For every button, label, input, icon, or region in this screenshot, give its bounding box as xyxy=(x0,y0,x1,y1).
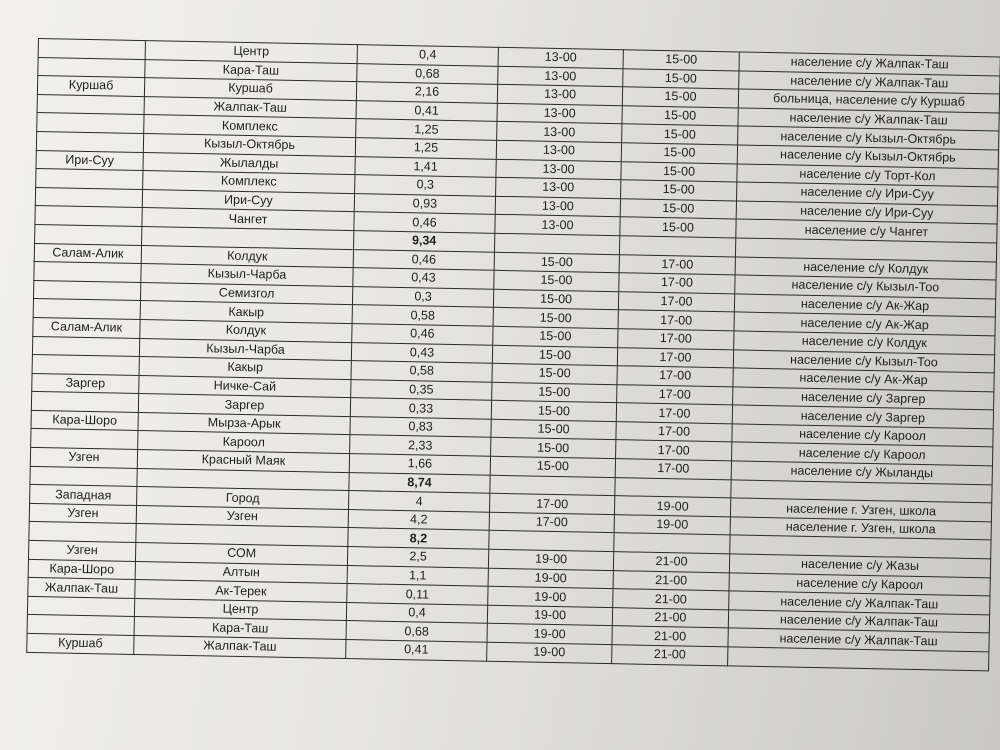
feeder-cell: Колдук xyxy=(141,245,353,268)
consumers-cell: население с/у Жалпак-Таш xyxy=(739,52,1000,76)
substation-cell: Салам-Алик xyxy=(33,317,140,338)
substation-cell xyxy=(27,596,134,617)
feeder-cell: Куршаб xyxy=(144,78,356,101)
start-time-cell: 15-00 xyxy=(492,345,617,366)
substation-cell xyxy=(37,94,144,115)
consumers-cell: население с/у Ири-Суу xyxy=(737,182,998,206)
load-cell: 1,25 xyxy=(355,138,496,159)
start-time-cell: 15-00 xyxy=(493,326,618,347)
end-time-cell: 17-00 xyxy=(618,329,734,350)
consumers-cell: население с/у Заргер xyxy=(732,405,993,429)
load-cell: 2,5 xyxy=(347,547,488,568)
start-time-cell: 15-00 xyxy=(492,363,617,384)
substation-cell xyxy=(30,466,137,487)
feeder-cell: Кара-Таш xyxy=(145,59,357,82)
feeder-cell: Кароол xyxy=(138,431,350,454)
substation-cell xyxy=(29,522,136,543)
substation-cell: Кара-Шоро xyxy=(28,559,135,580)
end-time-cell: 15-00 xyxy=(620,217,736,238)
consumers-cell: население с/у Ак-Жар xyxy=(733,368,994,392)
start-time-cell xyxy=(489,531,614,552)
start-time-cell: 15-00 xyxy=(491,438,616,459)
consumers-cell: население с/у Ак-Жар xyxy=(734,294,995,318)
substation-cell: Узген xyxy=(28,540,135,561)
end-time-cell: 21-00 xyxy=(612,645,728,666)
start-time-cell: 15-00 xyxy=(491,419,616,440)
substation-cell xyxy=(27,615,134,636)
substation-cell: Жалпак-Таш xyxy=(28,578,135,599)
substation-cell xyxy=(36,169,143,190)
start-time-cell: 15-00 xyxy=(493,289,618,310)
start-time-cell: 13-00 xyxy=(495,196,620,217)
feeder-cell: Жылалды xyxy=(143,152,355,175)
end-time-cell: 17-00 xyxy=(617,366,733,387)
start-time-cell: 15-00 xyxy=(490,456,615,477)
load-cell: 0,46 xyxy=(352,323,493,344)
load-cell: 0,41 xyxy=(346,640,487,661)
feeder-cell: Какыр xyxy=(140,301,352,324)
end-time-cell: 15-00 xyxy=(622,106,738,127)
consumers-cell: население с/у Кызыл-Октябрь xyxy=(738,126,999,150)
feeder-cell: Красный Маяк xyxy=(137,450,349,473)
consumers-cell: население с/у Жалпак-Таш xyxy=(729,591,990,615)
end-time-cell: 15-00 xyxy=(622,87,738,108)
consumers-cell: население с/у Колдук xyxy=(735,256,996,280)
start-time-cell: 19-00 xyxy=(488,549,613,570)
substation-cell xyxy=(36,131,143,152)
start-time-cell: 19-00 xyxy=(488,586,613,607)
substation-cell xyxy=(31,392,138,413)
substation-cell xyxy=(32,355,139,376)
end-time-cell xyxy=(615,477,731,498)
consumers-cell: население с/у Жалпак-Таш xyxy=(739,71,1000,95)
schedule-table-body xyxy=(27,39,1000,671)
consumers-cell: население с/у Кароол xyxy=(732,424,993,448)
start-time-cell: 17-00 xyxy=(489,512,614,533)
load-cell: 0,3 xyxy=(352,286,493,307)
feeder-cell: Жалпак-Таш xyxy=(134,635,346,658)
consumers-cell: население с/у Чангет xyxy=(736,219,997,243)
load-cell: 0,58 xyxy=(352,305,493,326)
consumers-cell xyxy=(728,647,989,671)
end-time-cell: 17-00 xyxy=(618,310,734,331)
end-time-cell: 21-00 xyxy=(613,570,729,591)
feeder-cell: Узген xyxy=(136,505,348,528)
load-cell: 0,41 xyxy=(356,100,497,121)
end-time-cell: 17-00 xyxy=(619,273,735,294)
substation-cell xyxy=(35,187,142,208)
end-time-cell: 21-00 xyxy=(612,607,728,628)
feeder-cell: Ак-Терек xyxy=(135,580,347,603)
start-time-cell: 13-00 xyxy=(496,140,621,161)
feeder-cell: Чангет xyxy=(142,208,354,231)
start-time-cell: 19-00 xyxy=(487,624,612,645)
feeder-cell: Алтын xyxy=(135,561,347,584)
consumers-cell: население с/у Жыланды xyxy=(731,461,992,485)
end-time-cell: 19-00 xyxy=(614,496,730,517)
load-cell: 2,33 xyxy=(350,435,491,456)
substation-cell: Узген xyxy=(30,447,137,468)
consumers-cell: население с/у Жалпак-Таш xyxy=(738,108,999,132)
load-cell: 0,43 xyxy=(351,342,492,363)
substation-cell: Узген xyxy=(29,503,136,524)
end-time-cell: 17-00 xyxy=(619,254,735,275)
load-cell: 1,25 xyxy=(356,119,497,140)
end-time-cell: 15-00 xyxy=(621,143,737,164)
load-cell: 1,66 xyxy=(349,454,490,475)
substation-cell xyxy=(38,39,145,60)
load-cell: 0,4 xyxy=(346,602,487,623)
end-time-cell: 17-00 xyxy=(617,347,733,368)
substation-cell xyxy=(35,206,142,227)
start-time-cell: 13-00 xyxy=(497,122,622,143)
substation-cell: Западная xyxy=(30,485,137,506)
end-time-cell: 15-00 xyxy=(621,161,737,182)
load-cell: 4 xyxy=(349,491,490,512)
substation-cell xyxy=(33,299,140,320)
start-time-cell: 13-00 xyxy=(498,47,623,68)
load-cell: 0,58 xyxy=(351,361,492,382)
subtotal-load-cell: 9,34 xyxy=(354,231,495,252)
start-time-cell xyxy=(490,475,615,496)
feeder-cell: Заргер xyxy=(138,394,350,417)
start-time-cell: 15-00 xyxy=(494,252,619,273)
substation-cell: Ири-Суу xyxy=(36,150,143,171)
load-cell: 0,3 xyxy=(355,175,496,196)
substation-cell: Заргер xyxy=(32,373,139,394)
consumers-cell: население г. Узген, школа xyxy=(730,498,991,522)
consumers-cell: население с/у Колдук xyxy=(734,331,995,355)
feeder-cell: Ири-Суу xyxy=(142,189,354,212)
load-cell: 0,11 xyxy=(347,584,488,605)
start-time-cell: 15-00 xyxy=(491,401,616,422)
substation-cell xyxy=(37,113,144,134)
feeder-cell: Центр xyxy=(145,41,357,64)
start-time-cell: 19-00 xyxy=(488,568,613,589)
start-time-cell: 19-00 xyxy=(487,605,612,626)
consumers-cell: население с/у Кароол xyxy=(729,572,990,596)
subtotal-load-cell: 8,2 xyxy=(348,528,489,549)
end-time-cell: 17-00 xyxy=(616,403,732,424)
end-time-cell: 21-00 xyxy=(612,626,728,647)
substation-cell xyxy=(34,262,141,283)
load-cell: 1,41 xyxy=(355,156,496,177)
feeder-cell: Комплекс xyxy=(144,115,356,138)
feeder-cell: Кызыл-Октябрь xyxy=(143,134,355,157)
start-time-cell: 13-00 xyxy=(496,177,621,198)
end-time-cell: 15-00 xyxy=(621,180,737,201)
load-cell: 0,4 xyxy=(357,45,498,66)
end-time-cell: 17-00 xyxy=(618,291,734,312)
substation-cell: Куршаб xyxy=(37,76,144,97)
feeder-cell: Город xyxy=(137,487,349,510)
consumers-cell: население с/у Кызыл-Тоо xyxy=(735,275,996,299)
start-time-cell: 15-00 xyxy=(494,270,619,291)
load-cell: 4,2 xyxy=(348,509,489,530)
feeder-cell: Мырза-Арык xyxy=(138,412,350,435)
feeder-cell: Комплекс xyxy=(143,171,355,194)
load-cell: 0,68 xyxy=(346,621,487,642)
end-time-cell: 15-00 xyxy=(622,124,738,145)
feeder-cell: Кызыл-Чарба xyxy=(139,338,351,361)
consumers-cell: население с/у Жалпак-Таш xyxy=(728,628,989,652)
consumers-cell: больница, население с/у Куршаб xyxy=(738,89,999,113)
consumers-cell: население с/у Ак-Жар xyxy=(734,312,995,336)
feeder-cell: Семизгол xyxy=(140,282,352,305)
substation-cell: Салам-Алик xyxy=(34,243,141,264)
consumers-cell: население с/у Торт-Кол xyxy=(737,164,998,188)
load-cell: 0,35 xyxy=(351,379,492,400)
load-cell: 0,93 xyxy=(354,193,495,214)
subtotal-load-cell: 8,74 xyxy=(349,472,490,493)
end-time-cell: 15-00 xyxy=(620,198,736,219)
feeder-cell: Ничке-Сай xyxy=(139,375,351,398)
substation-cell xyxy=(33,280,140,301)
load-cell: 0,46 xyxy=(353,249,494,270)
consumers-cell: население г. Узген, школа xyxy=(730,517,991,541)
end-time-cell xyxy=(614,533,730,554)
start-time-cell: 13-00 xyxy=(495,215,620,236)
end-time-cell: 15-00 xyxy=(623,50,739,71)
feeder-cell: Центр xyxy=(134,598,346,621)
feeder-cell: Колдук xyxy=(140,319,352,342)
start-time-cell: 17-00 xyxy=(489,494,614,515)
substation-cell xyxy=(32,336,139,357)
end-time-cell: 21-00 xyxy=(613,552,729,573)
start-time-cell: 13-00 xyxy=(497,103,622,124)
consumers-cell: население с/у Кызыл-Октябрь xyxy=(737,145,998,169)
feeder-cell: СОМ xyxy=(135,543,347,566)
load-cell: 2,16 xyxy=(356,82,497,103)
load-cell: 0,68 xyxy=(357,63,498,84)
end-time-cell: 15-00 xyxy=(623,68,739,89)
substation-cell: Куршаб xyxy=(27,633,134,654)
feeder-cell: Жалпак-Таш xyxy=(144,96,356,119)
start-time-cell: 15-00 xyxy=(493,308,618,329)
consumers-cell: население с/у Заргер xyxy=(733,387,994,411)
feeder-cell: Какыр xyxy=(139,357,351,380)
start-time-cell: 13-00 xyxy=(498,66,623,87)
substation-cell xyxy=(38,57,145,78)
consumers-cell: население с/у Жалпак-Таш xyxy=(728,610,989,634)
substation-cell xyxy=(35,224,142,245)
consumers-cell: население с/у Ири-Суу xyxy=(736,201,997,225)
start-time-cell: 13-00 xyxy=(496,159,621,180)
start-time-cell: 19-00 xyxy=(487,642,612,663)
start-time-cell: 15-00 xyxy=(492,382,617,403)
substation-cell xyxy=(31,429,138,450)
power-outage-schedule-table xyxy=(26,38,1000,671)
start-time-cell xyxy=(494,233,619,254)
load-cell: 0,43 xyxy=(353,268,494,289)
end-time-cell: 17-00 xyxy=(616,422,732,443)
load-cell: 0,33 xyxy=(350,398,491,419)
end-time-cell: 21-00 xyxy=(613,589,729,610)
load-cell: 0,83 xyxy=(350,416,491,437)
end-time-cell: 17-00 xyxy=(616,440,732,461)
load-cell: 0,46 xyxy=(354,212,495,233)
start-time-cell: 13-00 xyxy=(497,85,622,106)
consumers-cell: население с/у Кызыл-Тоо xyxy=(733,349,994,373)
substation-cell: Кара-Шоро xyxy=(31,410,138,431)
load-cell: 1,1 xyxy=(347,565,488,586)
end-time-cell: 17-00 xyxy=(615,459,731,480)
consumers-cell: население с/у Кароол xyxy=(732,442,993,466)
end-time-cell: 19-00 xyxy=(614,514,730,535)
feeder-cell: Кызыл-Чарба xyxy=(141,264,353,287)
consumers-cell: население с/у Жазы xyxy=(729,554,990,578)
end-time-cell xyxy=(619,236,735,257)
feeder-cell: Кара-Таш xyxy=(134,617,346,640)
end-time-cell: 17-00 xyxy=(617,384,733,405)
